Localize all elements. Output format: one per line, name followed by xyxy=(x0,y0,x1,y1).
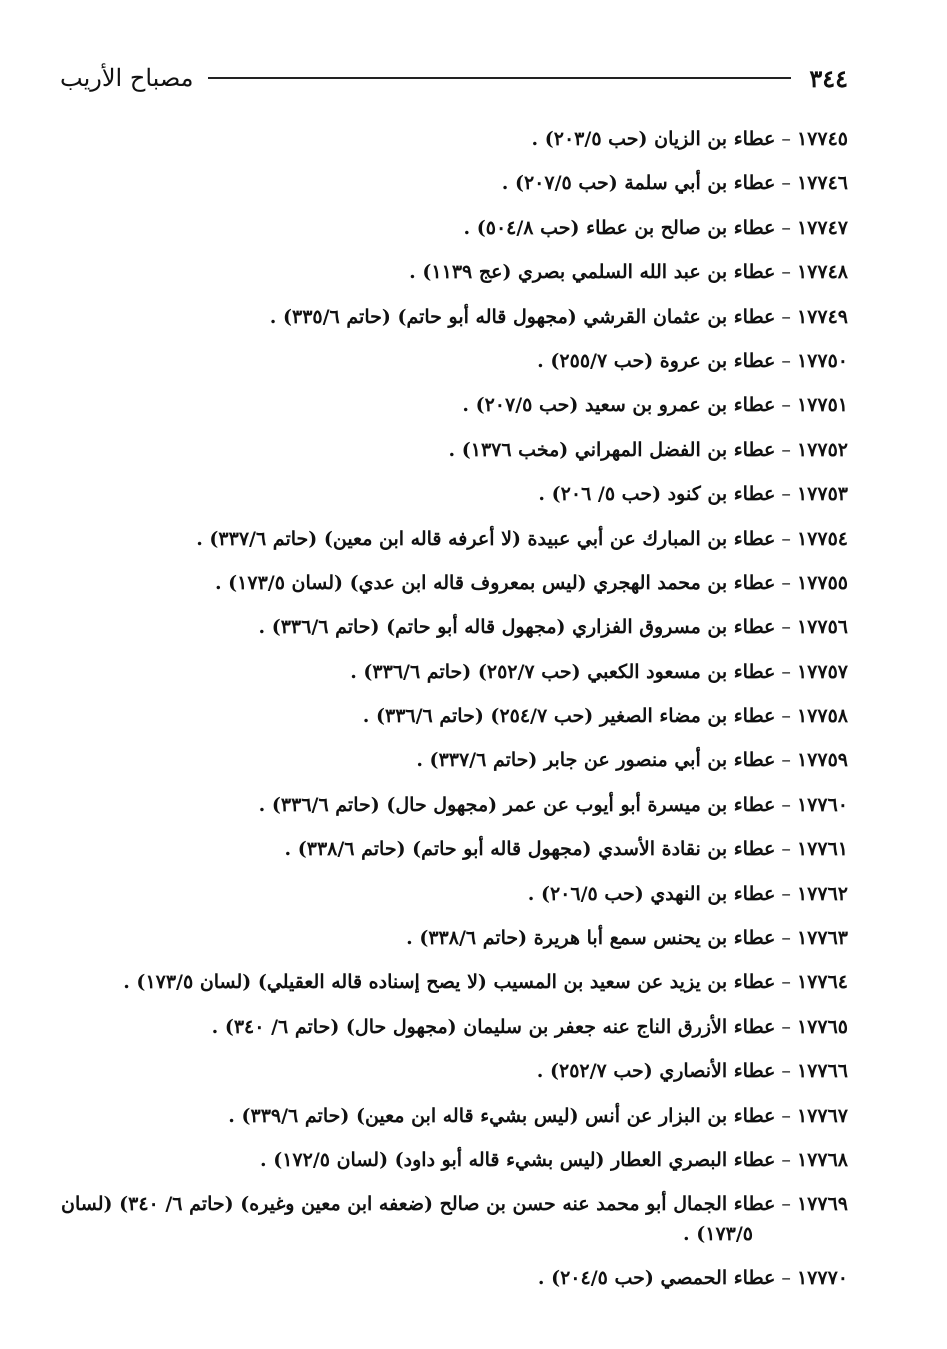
entry-item xyxy=(40,391,848,421)
entry-item xyxy=(40,303,848,333)
entry-number: ١٧٧٦٤ xyxy=(796,971,848,994)
entry-separator: – xyxy=(781,172,791,195)
entry-separator: – xyxy=(781,705,791,728)
entry-number: ١٧٧٥٥ xyxy=(796,571,848,594)
entry-text: عطاء بن أبي منصور عن جابر (حاتم ٣٣٧/٦) . xyxy=(416,749,776,772)
entry-text: عطاء بن البزار عن أنس (ليس بشيء قاله ابن معين) (حاتم ٣٣٩/٦) . xyxy=(228,1104,776,1127)
entry-separator: – xyxy=(781,971,791,994)
entry-text: عطاء بن عروة (حب ٢٥٥/٧) . xyxy=(537,349,776,372)
entry-text: عطاء بن ميسرة أبو أيوب عن عمر (مجهول حال) (حاتم ٣٣٦/٦) . xyxy=(258,793,776,816)
entry-text: عطاء بن مسروق الفزاري (مجهول قاله أبو حاتم) (حاتم ٣٣٦/٦) . xyxy=(258,616,776,639)
entry-number: ١٧٧٥٩ xyxy=(796,749,848,772)
entry-number: ١٧٧٥٨ xyxy=(796,705,848,728)
entry-separator: – xyxy=(781,216,791,239)
book-title: مصباح الأريب xyxy=(60,64,194,92)
entry-number: ١٧٧٦١ xyxy=(796,838,848,861)
entry-text: عطاء بن أبي سلمة (حب ٢٠٧/٥) . xyxy=(501,172,776,195)
entry-separator: – xyxy=(781,660,791,683)
entry-text: عطاء بن محمد الهجري (ليس بمعروف قاله ابن عدي) (لسان ١٧٣/٥) . xyxy=(214,571,776,594)
entry-separator: – xyxy=(781,394,791,417)
entry-separator: – xyxy=(781,261,791,284)
entry-item xyxy=(40,746,848,776)
entry-text: عطاء بن عمرو بن سعيد (حب ٢٠٧/٥) . xyxy=(462,394,776,417)
entry-separator: – xyxy=(781,882,791,905)
entry-item xyxy=(40,1146,848,1176)
entry-number: ١٧٧٥٧ xyxy=(796,660,848,683)
entry-number: ١٧٧٤٩ xyxy=(796,305,848,328)
entry-separator: – xyxy=(781,1267,791,1290)
entry-text: عطاء بن عبد الله السلمي بصري (عج ١١٣٩) . xyxy=(409,261,776,284)
entry-item xyxy=(40,480,848,510)
entry-number: ١٧٧٥٣ xyxy=(796,483,848,506)
entry-separator: – xyxy=(781,927,791,950)
entry-text: عطاء الأزرق الناج عنه جعفر بن سليمان (مجهول حال) (حاتم ٦/ ٣٤٠) . xyxy=(211,1015,776,1038)
entry-item xyxy=(40,169,848,199)
entry-item xyxy=(40,347,848,377)
entry-number: ١٧٧٦٥ xyxy=(796,1015,848,1038)
entry-separator: – xyxy=(781,1015,791,1038)
entry-separator: – xyxy=(781,438,791,461)
entry-item xyxy=(40,1190,848,1249)
entry-text: عطاء بن يحنس سمع أبا هريرة (حاتم ٣٣٨/٦) . xyxy=(406,927,776,950)
entry-item xyxy=(40,1264,848,1294)
page-number: ٣٤٤ xyxy=(809,63,848,93)
entry-text: عطاء بن الفضل المهراني (مخب ١٣٧٦) . xyxy=(448,438,776,461)
entry-separator: – xyxy=(781,1060,791,1083)
entry-separator: – xyxy=(781,616,791,639)
entry-separator: – xyxy=(781,483,791,506)
entry-separator: – xyxy=(781,1148,791,1171)
entry-text: عطاء الأنصاري (حب ٢٥٢/٧) . xyxy=(536,1060,776,1083)
entry-text: عطاء بن نقادة الأسدي (مجهول قاله أبو حاتم) (حاتم ٣٣٨/٦) . xyxy=(284,838,776,861)
entry-separator: – xyxy=(781,1104,791,1127)
entry-number: ١٧٧٥٤ xyxy=(796,527,848,550)
entry-item xyxy=(40,924,848,954)
entry-separator: – xyxy=(781,838,791,861)
entry-item xyxy=(40,1013,848,1043)
entry-separator: – xyxy=(781,571,791,594)
entry-text: عطاء بن مسعود الكعبي (حب ٢٥٢/٧) (حاتم ٣٣٦/٦) . xyxy=(350,660,776,683)
entry-number: ١٧٧٦٦ xyxy=(796,1060,848,1083)
entry-item xyxy=(40,436,848,466)
entry-item xyxy=(40,835,848,865)
entry-number: ١٧٧٤٨ xyxy=(796,261,848,284)
entry-separator: – xyxy=(781,793,791,816)
entry-separator: – xyxy=(781,305,791,328)
entry-number: ١٧٧٤٦ xyxy=(796,172,848,195)
entry-item xyxy=(40,880,848,910)
entry-separator: – xyxy=(781,527,791,550)
entry-item xyxy=(40,125,848,155)
entry-separator: – xyxy=(781,1193,791,1216)
entry-number: ١٧٧٦٧ xyxy=(796,1104,848,1127)
entry-separator: – xyxy=(781,128,791,150)
entry-item xyxy=(40,791,848,821)
entry-item xyxy=(40,613,848,643)
entry-separator: – xyxy=(781,349,791,372)
entry-number: ١٧٧٥٦ xyxy=(796,616,848,639)
entry-number: ١٧٧٦٩ xyxy=(796,1193,848,1216)
entry-item xyxy=(40,702,848,732)
entry-number: ١٧٧٤٧ xyxy=(796,216,848,239)
entry-item xyxy=(40,525,848,555)
entry-number: ١٧٧٧٠ xyxy=(796,1267,848,1290)
entry-number: ١٧٧٥٢ xyxy=(796,438,848,461)
entry-list xyxy=(40,125,848,1309)
entry-number: ١٧٧٥٠ xyxy=(796,349,848,372)
entry-item xyxy=(40,569,848,599)
entry-text: عطاء بن صالح بن عطاء (حب ٥٠٤/٨) . xyxy=(463,216,776,239)
entry-item xyxy=(40,258,848,288)
entry-text: عطاء بن المبارك عن أبي عبيدة (لا أعرفه قاله ابن معين) (حاتم ٣٣٧/٦) . xyxy=(196,527,776,550)
page-header xyxy=(60,58,848,98)
entry-separator: – xyxy=(781,749,791,772)
entry-number: ١٧٧٥١ xyxy=(796,394,848,417)
header-rule xyxy=(208,77,792,79)
entry-number: ١٧٧٦٢ xyxy=(796,882,848,905)
entry-item xyxy=(40,1057,848,1087)
entry-text: عطاء بن النهدي (حب ٢٠٦/٥) . xyxy=(527,882,776,905)
entry-text: عطاء بن الزيان (حب ٢٠٣/٥) . xyxy=(531,128,776,150)
entry-text: عطاء الحمصي (حب ٢٠٤/٥) . xyxy=(537,1267,776,1290)
entry-number: ١٧٧٦٣ xyxy=(796,927,848,950)
entry-text: عطاء بن مضاء الصغير (حب ٢٥٤/٧) (حاتم ٣٣٦/٦) . xyxy=(362,705,776,728)
entry-item xyxy=(40,658,848,688)
entry-item xyxy=(40,214,848,244)
entry-item xyxy=(40,968,848,998)
entry-text: عطاء البصري العطار (ليس بشيء قاله أبو داود) (لسان ١٧٢/٥) . xyxy=(259,1148,776,1171)
entry-text: عطاء بن يزيد عن سعيد بن المسيب (لا يصح إسناده قاله العقيلي) (لسان ١٧٣/٥) . xyxy=(123,971,776,994)
entry-text: عطاء الجمال أبو محمد عنه حسن بن صالح (ضعفه ابن معين وغيره) (حاتم ٦/ ٣٤٠) (لسان ١٧٣/٥) . xyxy=(61,1193,776,1245)
entry-number: ١٧٧٦٠ xyxy=(796,793,848,816)
entry-number: ١٧٧٦٨ xyxy=(796,1148,848,1171)
entry-item xyxy=(40,1102,848,1132)
entry-text: عطاء بن عثمان القرشي (مجهول قاله أبو حاتم) (حاتم ٣٣٥/٦) . xyxy=(269,305,776,328)
entry-number: ١٧٧٤٥ xyxy=(796,128,848,150)
entry-text: عطاء بن كنود (حب ٥/ ٢٠٦) . xyxy=(538,483,776,506)
